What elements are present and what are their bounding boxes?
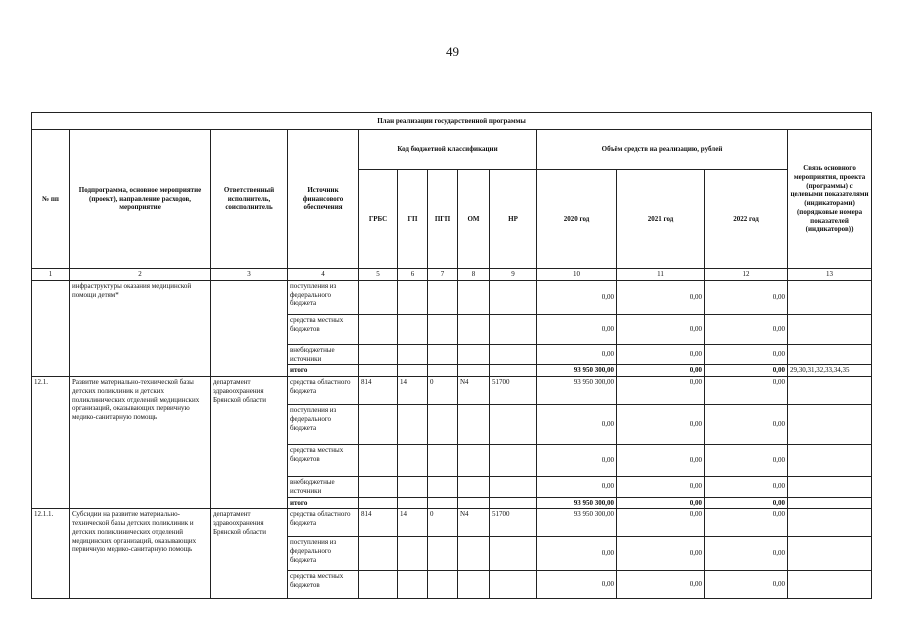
header-budget-class: Код бюджетной классификации bbox=[359, 130, 537, 170]
row-executor bbox=[211, 280, 288, 376]
col-number: 2 bbox=[70, 269, 211, 281]
col-number: 12 bbox=[705, 269, 788, 281]
header-name: Подпрограмма, основное мероприятие (проект), направление расходов, мероприятие bbox=[70, 130, 211, 269]
budget-plan-table bbox=[31, 112, 872, 599]
row-executor: департамент здравоохранения Брянской области bbox=[211, 509, 288, 599]
value-2020: 0,00 bbox=[537, 477, 617, 498]
col-number: 3 bbox=[211, 269, 288, 281]
header-2020: 2020 год bbox=[537, 170, 617, 269]
value-2022: 0,00 bbox=[705, 405, 788, 445]
total-2022: 0,00 bbox=[705, 365, 788, 377]
value-2021: 0,00 bbox=[617, 405, 705, 445]
value-2022: 0,00 bbox=[705, 280, 788, 314]
header-om: ОМ bbox=[458, 170, 490, 269]
col-number: 11 bbox=[617, 269, 705, 281]
code-nr: 51700 bbox=[490, 509, 537, 537]
value-2021: 0,00 bbox=[617, 280, 705, 314]
row-source: поступления из федерального бюджета bbox=[288, 537, 359, 571]
row-executor: департамент здравоохранения Брянской области bbox=[211, 377, 288, 509]
value-2020: 0,00 bbox=[537, 405, 617, 445]
value-2021: 0,00 bbox=[617, 344, 705, 365]
total-2020: 93 950 300,00 bbox=[537, 497, 617, 509]
row-source: поступления из федерального бюджета bbox=[288, 280, 359, 314]
row-source: внебюджетные источники bbox=[288, 344, 359, 365]
row-no bbox=[32, 280, 70, 376]
value-2022: 0,00 bbox=[705, 314, 788, 344]
header-2022: 2022 год bbox=[705, 170, 788, 269]
value-2021: 0,00 bbox=[617, 509, 705, 537]
value-2020: 0,00 bbox=[537, 314, 617, 344]
value-2021: 0,00 bbox=[617, 314, 705, 344]
value-2020: 0,00 bbox=[537, 571, 617, 599]
row-source: средства местных бюджетов bbox=[288, 314, 359, 344]
col-number: 13 bbox=[788, 269, 872, 281]
col-number: 6 bbox=[398, 269, 428, 281]
header-gp: ГП bbox=[398, 170, 428, 269]
value-2020: 0,00 bbox=[537, 445, 617, 477]
code-pgp: 0 bbox=[428, 377, 458, 405]
value-2021: 0,00 bbox=[617, 537, 705, 571]
total-2021: 0,00 bbox=[617, 365, 705, 377]
col-number: 10 bbox=[537, 269, 617, 281]
code-grbs: 814 bbox=[359, 509, 398, 537]
code-om: N4 bbox=[458, 509, 490, 537]
value-2020: 0,00 bbox=[537, 537, 617, 571]
row-source: поступления из федерального бюджета bbox=[288, 405, 359, 445]
col-number: 4 bbox=[288, 269, 359, 281]
row-no: 12.1. bbox=[32, 377, 70, 509]
value-2022: 0,00 bbox=[705, 344, 788, 365]
header-pgp: ПГП bbox=[428, 170, 458, 269]
total-label: итого bbox=[288, 365, 359, 377]
value-2021: 0,00 bbox=[617, 477, 705, 498]
col-number: 8 bbox=[458, 269, 490, 281]
row-name: инфраструктуры оказания медицинской помощи детям* bbox=[70, 280, 211, 376]
total-2022: 0,00 bbox=[705, 497, 788, 509]
col-number: 5 bbox=[359, 269, 398, 281]
page-number: 49 bbox=[446, 44, 459, 59]
row-source: средства местных бюджетов bbox=[288, 445, 359, 477]
value-2020: 93 950 300,00 bbox=[537, 377, 617, 405]
header-nr: НР bbox=[490, 170, 537, 269]
row-name: Субсидии на развитие материально-технической базы детских поликлиник и детских поликлинических отделений медицинских организаций, оказывающих первичную медико-санитарную помощь bbox=[70, 509, 211, 599]
row-source: внебюджетные источники bbox=[288, 477, 359, 498]
value-2022: 0,00 bbox=[705, 571, 788, 599]
value-2020: 93 950 300,00 bbox=[537, 509, 617, 537]
header-source: Источник финансового обеспечения bbox=[288, 130, 359, 269]
value-2022: 0,00 bbox=[705, 445, 788, 477]
row-source: средства областного бюджета bbox=[288, 509, 359, 537]
value-2022: 0,00 bbox=[705, 509, 788, 537]
table-title: План реализации государственной программы bbox=[32, 113, 872, 130]
code-grbs: 814 bbox=[359, 377, 398, 405]
value-2021: 0,00 bbox=[617, 571, 705, 599]
col-number: 9 bbox=[490, 269, 537, 281]
row-source: средства областного бюджета bbox=[288, 377, 359, 405]
header-executor: Ответственный исполнитель, соисполнитель bbox=[211, 130, 288, 269]
header-2021: 2021 год bbox=[617, 170, 705, 269]
total-2020: 93 950 300,00 bbox=[537, 365, 617, 377]
indicator-link: 29,30,31,32,33,34,35 bbox=[788, 365, 872, 377]
value-2022: 0,00 bbox=[705, 477, 788, 498]
value-2022: 0,00 bbox=[705, 377, 788, 405]
code-gp: 14 bbox=[398, 377, 428, 405]
col-number: 1 bbox=[32, 269, 70, 281]
code-pgp: 0 bbox=[428, 509, 458, 537]
header-grbs: ГРБС bbox=[359, 170, 398, 269]
code-nr: 51700 bbox=[490, 377, 537, 405]
col-number: 7 bbox=[428, 269, 458, 281]
total-label: итого bbox=[288, 497, 359, 509]
value-2020: 0,00 bbox=[537, 344, 617, 365]
header-link: Связь основного мероприятия, проекта (программы) с целевыми показателями (индикаторами) (порядковые номера показателей (индикаторов)) bbox=[788, 130, 872, 269]
total-2021: 0,00 bbox=[617, 497, 705, 509]
value-2021: 0,00 bbox=[617, 445, 705, 477]
row-no: 12.1.1. bbox=[32, 509, 70, 599]
code-om: N4 bbox=[458, 377, 490, 405]
value-2021: 0,00 bbox=[617, 377, 705, 405]
value-2022: 0,00 bbox=[705, 537, 788, 571]
value-2020: 0,00 bbox=[537, 280, 617, 314]
row-source: средства местных бюджетов bbox=[288, 571, 359, 599]
header-no: № пп bbox=[32, 130, 70, 269]
row-name: Развитие материально-технической базы детских поликлиник и детских поликлинических отделений медицинских организаций, оказывающих первичную медико-санитарную помощь bbox=[70, 377, 211, 509]
code-gp: 14 bbox=[398, 509, 428, 537]
header-funds: Объём средств на реализацию, рублей bbox=[537, 130, 788, 170]
